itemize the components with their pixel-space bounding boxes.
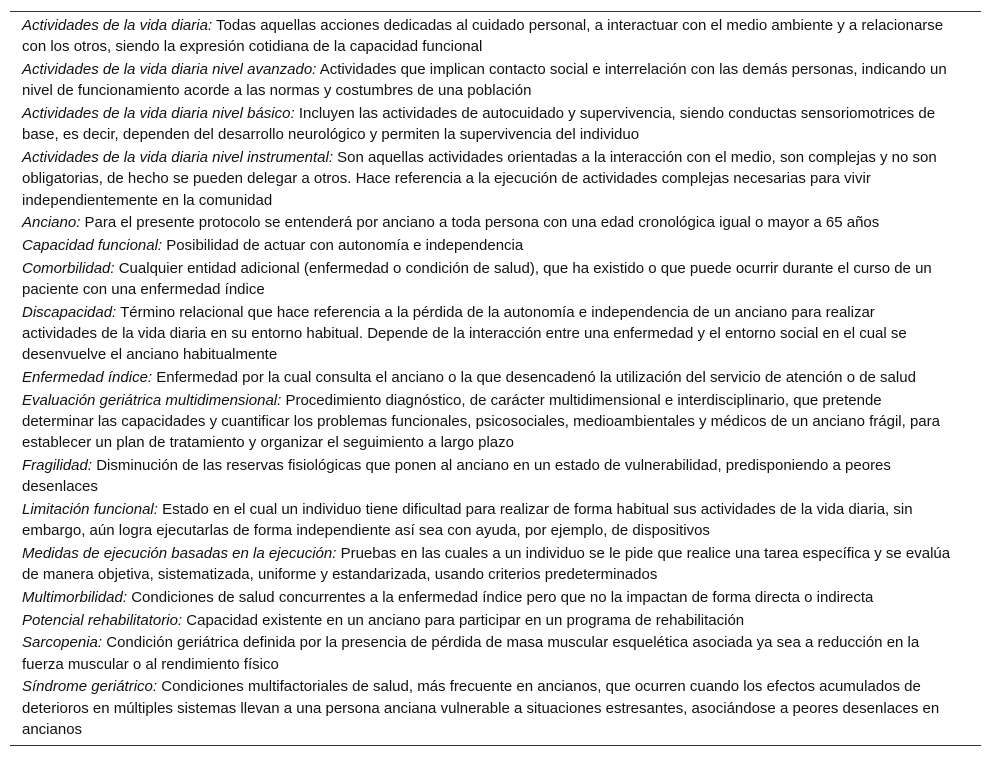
glossary-definition: Posibilidad de actuar con autonomía e independencia (166, 237, 524, 254)
glossary-entry (10, 499, 981, 542)
glossary-entry (10, 632, 981, 675)
glossary-definition: Capacidad existente en un anciano para participar en un programa de rehabilitación (186, 611, 745, 629)
glossary-term: Fragilidad: (22, 457, 93, 474)
glossary-entry (10, 103, 981, 146)
glossary-entry (10, 235, 981, 256)
glossary-term: Síndrome geriátrico: (22, 678, 158, 696)
glossary-definition: Cualquier entidad adicional (enfermedad o condición de salud), que ha existido o que puede ocurrir durante el curso de un paciente con una enfermedad índice (22, 259, 932, 298)
glossary-definition: Incluyen las actividades de autocuidado y supervivencia, siendo conductas sensoriomotrices de base, es decir, dependen del desarrollo neurológico y permiten la supervivencia del individuo (22, 105, 936, 144)
glossary-entry (10, 676, 981, 740)
glossary-entry (10, 147, 981, 211)
glossary-term: Enfermedad índice: (22, 369, 153, 386)
glossary-entry (10, 367, 981, 388)
glossary-table (10, 11, 981, 746)
glossary-entry (10, 390, 981, 454)
glossary-entry (10, 302, 981, 366)
glossary-term: Actividades de la vida diaria nivel avanzado: (22, 61, 317, 78)
glossary-entry (10, 610, 981, 631)
glossary-term: Discapacidad: (22, 303, 117, 321)
glossary-definition: Estado en el cual un individuo tiene dificultad para realizar de forma habitual sus actividades de la vida diaria, sin embargo, aún logra ejecutarlas de forma independiente así sea con ayuda, por ejemplo, de dispositivos (22, 501, 913, 540)
glossary-definition: Pruebas en las cuales a un individuo se le pide que realice una tarea específica y se evalúa de manera objetiva, sistematizada, uniforme y estandarizada, usando criterios predeterminados (22, 545, 951, 584)
glossary-definition: Condiciones de salud concurrentes a la enfermedad índice pero que no la impactan de forma directa o indirecta (131, 589, 874, 606)
glossary-entry (10, 587, 981, 608)
glossary-entry (10, 543, 981, 586)
glossary-definition: Son aquellas actividades orientadas a la interacción con el medio, son complejas y no son obligatorias, de hecho se pueden delegar a otros. Hace referencia a la ejecución de actividades complejas necesarias para vivir independientemente en la comunidad (22, 149, 937, 209)
glossary-term: Actividades de la vida diaria: (22, 17, 213, 34)
glossary-definition: Todas aquellas acciones dedicadas al cuidado personal, a interactuar con el medio ambiente y a relacionarse con los otros, siendo la expresión cotidiana de la capacidad funcional (22, 17, 944, 56)
glossary-term: Actividades de la vida diaria nivel instrumental: (22, 149, 333, 166)
glossary-definition: Condición geriátrica definida por la presencia de pérdida de masa muscular esquelética asociada ya sea a reducción en la fuerza muscular o al rendimiento físico (22, 634, 920, 673)
glossary-term: Evaluación geriátrica multidimensional: (22, 391, 282, 409)
glossary-entry (10, 455, 981, 498)
glossary-definition: Procedimiento diagnóstico, de carácter multidimensional e interdisciplinario, que pretende determinar las capacidades y cuantificar los problemas funcionales, psicosociales, medioambientales y médicos de un anciano frágil, para establecer un plan de tratamiento y organizar el seguimiento a largo plazo (22, 391, 940, 452)
glossary-term: Potencial rehabilitatorio: (22, 611, 183, 629)
glossary-definition: Término relacional que hace referencia a la pérdida de la autonomía e independencia de un anciano para realizar actividades de la vida diaria en su entorno habitual. Depende de la interacción entre una enfermedad y el entorno social en el cual se desenvuelve el anciano habitualmente (22, 303, 907, 364)
glossary-term: Actividades de la vida diaria nivel básico: (22, 105, 295, 122)
glossary-term: Anciano: (22, 214, 81, 232)
glossary-term: Limitación funcional: (22, 501, 158, 518)
glossary-definition: Actividades que implican contacto social e interrelación con las demás personas, indicando un nivel de funcionamiento acorde a las normas y costumbres de una población (22, 61, 947, 100)
glossary-entry (10, 15, 981, 58)
glossary-term: Sarcopenia: (22, 634, 103, 652)
glossary-entry (10, 212, 981, 233)
glossary-entry (10, 258, 981, 301)
glossary-term: Medidas de ejecución basadas en la ejecución: (22, 545, 337, 562)
glossary-term: Comorbilidad: (22, 259, 115, 277)
glossary-definition: Condiciones multifactoriales de salud, más frecuente en ancianos, que ocurren cuando los efectos acumulados de deterioros en múltiples sistemas llevan a una persona anciana vulnerable a situaciones estresantes, asociándose a peores desenlaces en ancianos (22, 678, 940, 738)
glossary-definition: Enfermedad por la cual consulta el anciano o la que desencadenó la utilización del servicio de atención o de salud (156, 369, 916, 386)
glossary-term: Multimorbilidad: (22, 589, 128, 606)
glossary-entry (10, 59, 981, 102)
glossary-term: Capacidad funcional: (22, 237, 163, 254)
glossary-definition: Disminución de las reservas fisiológicas que ponen al anciano en un estado de vulnerabilidad, predisponiendo a peores desenlaces (22, 457, 891, 496)
glossary-definition: Para el presente protocolo se entenderá por anciano a toda persona con una edad cronológica igual o mayor a 65 años (84, 214, 880, 232)
